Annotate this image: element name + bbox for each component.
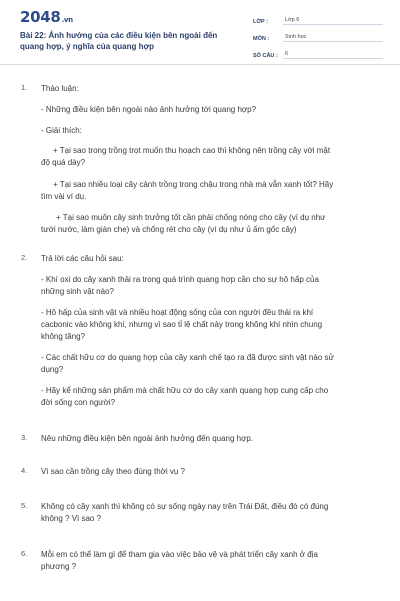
question-title: Thảo luận: (41, 84, 79, 93)
question-number: 1. (21, 83, 28, 92)
question-line: - Hãy kể những sản phẩm mà chất hữu cơ do cây xanh quang hợp cung cấp cho (41, 386, 329, 395)
meta-row-count (253, 46, 383, 59)
question-line: tưới nước, làm giàn che) và chống rét cho cây (ví dụ như ủ ấm gốc cây) (41, 225, 297, 234)
question-text: Nêu những điều kiện bên ngoài ảnh hưởng đến quang hợp. (41, 434, 254, 443)
question-line: tìm vài ví dụ. (41, 192, 87, 201)
question-line: - Giải thích: (41, 126, 82, 135)
question-title: Trả lời các câu hỏi sau: (41, 254, 124, 263)
question-number: 3. (21, 433, 28, 442)
meta-row-class (253, 12, 383, 25)
meta-value: Lớp 6 (283, 17, 383, 25)
lesson-meta (253, 12, 383, 63)
question-line: những sinh vật nào? (41, 287, 114, 296)
question-number: 5. (21, 501, 28, 510)
question-text: Vì sao cần trồng cây theo đúng thời vụ ? (41, 467, 186, 476)
lesson-title: Bài 22: Ảnh hưởng của các điều kiện bên ngoài đến quang hợp, ý nghĩa của quang hợp (20, 31, 218, 51)
question-number: 6. (21, 549, 28, 558)
question-line: đời sống con người? (41, 398, 116, 407)
question-line: không ? Vì sao ? (41, 514, 102, 523)
question-line: + Tại sao nhiều loại cây cảnh trồng trong chậu trong nhà mà vẫn xanh tốt? Hãy (53, 180, 334, 189)
site-logo[interactable] (20, 8, 73, 26)
question-line: + Tại sao trong trồng trọt muốn thu hoạch cao thì không nên trồng cây với mật (53, 146, 331, 155)
question-line: - Các chất hữu cơ do quang hợp của cây xanh chế tạo ra đã được sinh vật nào sử (41, 353, 334, 362)
meta-value: Sinh học (283, 34, 383, 42)
question-number: 2. (21, 253, 28, 262)
question-line: + Tại sao muốn cây sinh trưởng tốt cần phải chống nóng cho cây (ví dụ như (56, 213, 326, 222)
question-list (0, 64, 400, 601)
question-line: dụng? (41, 365, 64, 374)
question-line: không tăng? (41, 332, 86, 341)
logo-main: 2048 (20, 8, 61, 26)
meta-label: SỐ CÂU : (253, 53, 278, 59)
question-line: Mỗi em có thể làm gì để tham gia vào việc bảo vệ và phát triển cây xanh ở địa (41, 550, 318, 559)
meta-row-subject (253, 29, 383, 42)
question-line: Không có cây xanh thì không có sự sống ngày nay trên Trái Đất, điều đó có đúng (41, 502, 329, 511)
question-line: - Những điều kiện bên ngoài nào ảnh hưởng tới quang hợp? (41, 105, 257, 114)
meta-label: MÔN : (253, 36, 270, 42)
question-line: cacbonic vào không khí, nhưng vì sao tỉ lệ chất này trong không khí nhìn chung (41, 320, 323, 329)
question-line: - Khí oxi do cây xanh thải ra trong quá trình quang hợp cần cho sự hô hấp của (41, 275, 319, 284)
question-line: độ quá dày? (41, 158, 86, 167)
page-header (0, 0, 400, 64)
meta-value: 6 (283, 51, 383, 59)
question-line: phương ? (41, 562, 77, 571)
meta-label: LỚP : (253, 19, 268, 25)
question-number: 4. (21, 466, 28, 475)
question-line: - Hô hấp của sinh vật và nhiều hoạt động sống của con người đều thải ra khí (41, 308, 314, 317)
logo-suffix: .vn (61, 16, 73, 24)
